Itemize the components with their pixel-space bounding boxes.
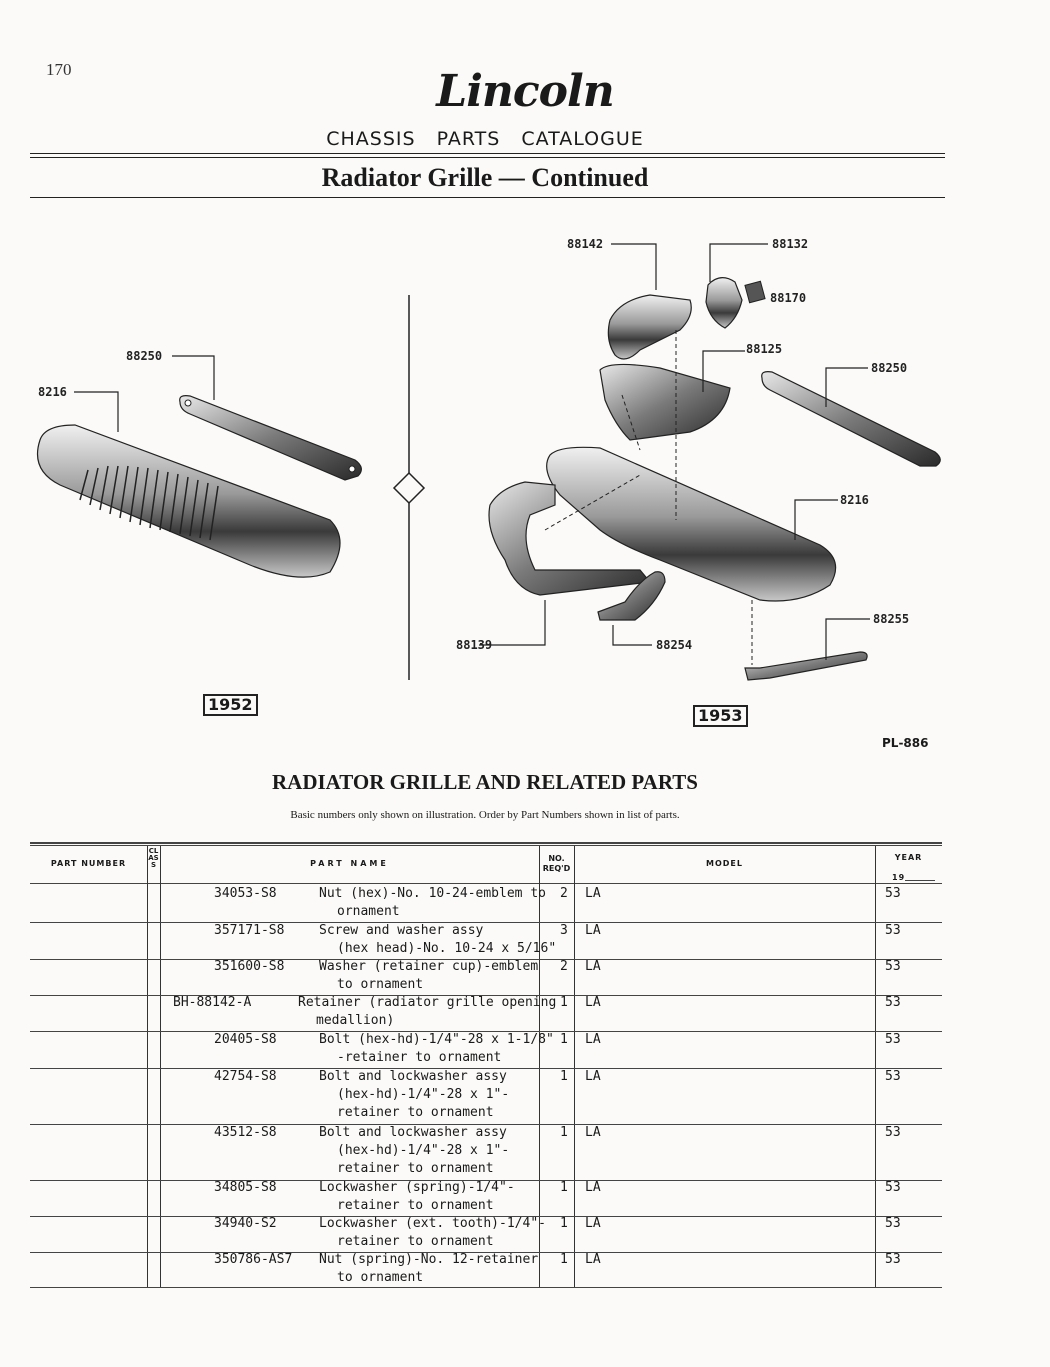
- row-model: LA: [585, 1252, 601, 1267]
- row-part-name-cont: (hex-hd)-1/4"-28 x 1"-: [337, 1087, 510, 1102]
- row-part-name-cont: -retainer to ornament: [337, 1050, 502, 1065]
- callout-88132: 88132: [772, 237, 809, 251]
- table-top-rule-2: [30, 845, 942, 846]
- row-qty: 3: [560, 923, 568, 938]
- callout-88250-right: 88250: [871, 361, 908, 375]
- year-label-1952: 1952: [203, 694, 258, 716]
- header-rule-top: [30, 153, 945, 154]
- support-bar-1952: [180, 396, 362, 480]
- row-qty: 1: [560, 1216, 568, 1231]
- row-model: LA: [585, 923, 601, 938]
- row-part-name: Lockwasher (spring)-1/4"-: [319, 1180, 515, 1195]
- row-part-number: 350786-AS7: [214, 1252, 293, 1267]
- row-part-number: 20405-S8: [214, 1032, 277, 1047]
- section-title: Radiator Grille — Continued: [321, 163, 649, 192]
- row-part-name-cont: ornament: [337, 904, 400, 919]
- row-model: LA: [585, 959, 601, 974]
- table-top-rule: [30, 842, 942, 844]
- row-part-number: 34940-S2: [214, 1216, 277, 1231]
- col-divider-3: [539, 846, 540, 1287]
- row-part-name-cont: retainer to ornament: [337, 1198, 494, 1213]
- row-qty: 1: [560, 995, 568, 1010]
- list-title: RADIATOR GRILLE AND RELATED PARTS: [272, 770, 698, 794]
- row-model: LA: [585, 1180, 601, 1195]
- row-divider: [30, 1031, 942, 1032]
- row-qty: 1: [560, 1125, 568, 1140]
- row-qty: 1: [560, 1180, 568, 1195]
- row-divider: [30, 1124, 942, 1125]
- row-year: 53: [885, 959, 901, 974]
- row-part-name-cont: retainer to ornament: [337, 1234, 494, 1249]
- year-label-1953: 1953: [693, 705, 748, 727]
- callout-88142: 88142: [567, 237, 604, 251]
- brand-logo: Lincoln: [436, 66, 614, 117]
- row-qty: 1: [560, 1252, 568, 1267]
- row-model: LA: [585, 1216, 601, 1231]
- callout-8216-right: 8216: [840, 493, 869, 507]
- row-part-name-cont: to ornament: [337, 1270, 424, 1285]
- row-part-name: Washer (retainer cup)-emblem: [319, 959, 539, 974]
- row-part-name-cont: retainer to ornament: [337, 1161, 494, 1176]
- row-part-name-cont: (hex-hd)-1/4"-28 x 1"-: [337, 1143, 510, 1158]
- table-header-rule: [30, 883, 942, 884]
- divider-diamond: [394, 473, 424, 503]
- row-year: 53: [885, 1180, 901, 1195]
- row-part-name: Bolt (hex-hd)-1/4"-28 x 1-1/8": [319, 1032, 554, 1047]
- row-part-number: 357171-S8: [214, 923, 285, 938]
- row-year: 53: [885, 1216, 901, 1231]
- row-part-number: 34805-S8: [214, 1180, 277, 1195]
- section-rule: [30, 197, 945, 198]
- callout-88139: 88139: [456, 638, 493, 652]
- header-model: MODEL: [706, 859, 743, 868]
- col-divider-1: [147, 846, 148, 1287]
- row-part-name-cont: medallion): [316, 1013, 395, 1028]
- row-divider: [30, 1216, 942, 1217]
- row-year: 53: [885, 1252, 901, 1267]
- header-part-number: PART NUMBER: [50, 859, 127, 868]
- callout-88255: 88255: [873, 612, 910, 626]
- row-part-number: BH-88142-A: [173, 995, 252, 1010]
- plate-id: PL-886: [882, 736, 929, 750]
- col-divider-2: [160, 846, 161, 1287]
- row-part-name-cont: (hex head)-No. 10-24 x 5/16": [337, 941, 557, 956]
- callout-88254: 88254: [656, 638, 693, 652]
- parts-illustration: [0, 200, 1050, 760]
- row-part-name: Bolt and lockwasher assy: [319, 1125, 507, 1140]
- row-part-name: Nut (hex)-No. 10-24-emblem to: [319, 886, 546, 901]
- header-part-name: PART NAME: [310, 859, 389, 868]
- row-year: 53: [885, 995, 901, 1010]
- row-model: LA: [585, 1125, 601, 1140]
- row-part-name: Screw and washer assy: [319, 923, 484, 938]
- row-year: 53: [885, 1069, 901, 1084]
- callout-88170: 88170: [770, 291, 807, 305]
- col-divider-4: [574, 846, 575, 1287]
- row-model: LA: [585, 1032, 601, 1047]
- list-note: Basic numbers only shown on illustration. Order by Part Numbers shown in list of parts.: [290, 809, 680, 821]
- header-rule-bottom: [30, 157, 945, 158]
- row-part-name: Bolt and lockwasher assy: [319, 1069, 507, 1084]
- row-divider: [30, 922, 942, 923]
- row-divider: [30, 959, 942, 960]
- row-divider: [30, 995, 942, 996]
- callout-8216-left: 8216: [38, 385, 67, 399]
- row-part-name: Retainer (radiator grille opening: [298, 995, 557, 1010]
- row-model: LA: [585, 1069, 601, 1084]
- row-qty: 2: [560, 886, 568, 901]
- row-qty: 1: [560, 1032, 568, 1047]
- row-part-number: 42754-S8: [214, 1069, 277, 1084]
- header-year-1: YEAR: [894, 853, 923, 862]
- row-qty: 1: [560, 1069, 568, 1084]
- row-year: 53: [885, 1032, 901, 1047]
- header-year-blank: [905, 880, 935, 881]
- row-model: LA: [585, 995, 601, 1010]
- row-divider: [30, 1252, 942, 1253]
- row-part-number: 43512-S8: [214, 1125, 277, 1140]
- header-no-reqd-2: REQ'D: [542, 864, 571, 873]
- row-part-number: 351600-S8: [214, 959, 285, 974]
- header-class: CLASS: [148, 847, 159, 869]
- table-bottom-rule: [30, 1287, 942, 1288]
- leader-lines-left: [74, 356, 214, 432]
- row-divider: [30, 1180, 942, 1181]
- header-no-reqd-1: NO.: [548, 854, 565, 863]
- row-model: LA: [585, 886, 601, 901]
- page-number: 170: [46, 60, 72, 79]
- row-part-name-cont: retainer to ornament: [337, 1105, 494, 1120]
- row-year: 53: [885, 1125, 901, 1140]
- row-divider: [30, 1068, 942, 1069]
- catalogue-title: CHASSIS PARTS CATALOGUE: [326, 128, 644, 150]
- header-year-2: 19: [892, 873, 906, 882]
- row-part-name: Lockwasher (ext. tooth)-1/4"-: [319, 1216, 546, 1231]
- row-part-name: Nut (spring)-No. 12-retainer: [319, 1252, 539, 1267]
- col-divider-5: [875, 846, 876, 1287]
- row-part-name-cont: to ornament: [337, 977, 424, 992]
- callout-88250-left: 88250: [126, 349, 163, 363]
- row-part-number: 34053-S8: [214, 886, 277, 901]
- row-qty: 2: [560, 959, 568, 974]
- row-year: 53: [885, 923, 901, 938]
- row-year: 53: [885, 886, 901, 901]
- callout-88125: 88125: [746, 342, 783, 356]
